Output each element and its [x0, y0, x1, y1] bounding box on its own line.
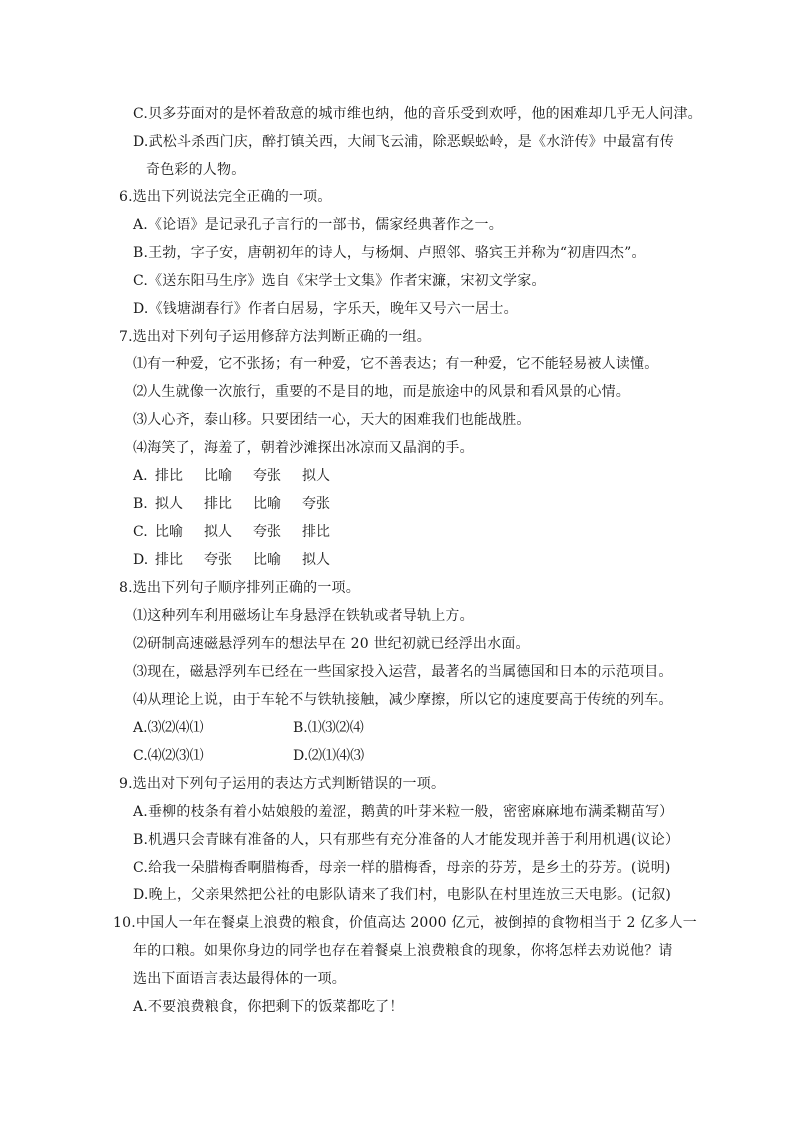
q6-option-c: C.《送东阳马生序》选自《宋学士文集》作者宋濂，宋初文学家。: [133, 273, 546, 289]
q7-stem: 7.选出对下列句子运用修辞方法判断正确的一组。: [119, 329, 431, 345]
option-label: C.: [133, 524, 148, 540]
q9-option-d: D.晚上，父亲果然把公社的电影队请来了我们村，电影队在村里连放三天电影。(记叙): [133, 887, 672, 903]
q8-option-d: D.⑵⑴⑷⑶: [293, 748, 365, 764]
q8-option-a: A.⑶⑵⑷⑴: [133, 720, 204, 736]
q9-option-b: B.机遇只会青睐有准备的人，只有那些有充分准备的人才能发现并善于利用机遇(议论）: [133, 832, 680, 848]
q10-option-a: A.不要浪费粮食，你把剩下的饭菜都吃了！: [133, 999, 404, 1015]
q8-sentence-1: ⑴这种列车利用磁场让车身悬浮在铁轨或者导轨上方。: [133, 608, 474, 624]
q8-option-c: C.⑷⑵⑶⑴: [133, 748, 204, 764]
q9-option-a: A.垂柳的枝条有着小姑娘般的羞涩，鹅黄的叶芽米粒一般，密密麻麻地布满柔糊苗写）: [133, 804, 674, 820]
option-item: 拟人: [302, 468, 330, 484]
q7-sentence-1: ⑴有一种爱，它不张扬；有一种爱，它不善表达；有一种爱，它不能轻易被人读懂。: [133, 356, 659, 372]
q8-sentence-2: ⑵研制高速磁悬浮列车的想法早在 20 世纪初就已经浮出水面。: [133, 636, 530, 652]
q7-option-c: [133, 522, 330, 542]
q6-option-a: A.《论语》是记录孔子言行的一部书，儒家经典著作之一。: [133, 217, 503, 233]
option-item: 夸张: [253, 468, 281, 484]
q5-option-d: D.武松斗杀西门庆，醉打镇关西，大闹飞云浦，除恶蜈蚣岭，是《水浒传》中最富有传: [133, 134, 674, 150]
q6-option-d: D.《钱塘湖春行》作者白居易，字乐天，晚年又号六一居士。: [133, 301, 518, 317]
q8-option-b: B.⑴⑶⑵⑷: [293, 720, 364, 736]
q7-option-d: [133, 550, 330, 570]
option-item: 拟人: [204, 524, 232, 540]
q5-option-d-continued: 奇色彩的人物。: [146, 162, 246, 178]
q10-stem-continued-2: 选出下面语言表达最得体的一项。: [133, 971, 346, 987]
q9-option-c: C.给我一朵腊梅香啊腊梅香，母亲一样的腊梅香，母亲的芬芳，是乡土的芬芳。(说明): [133, 860, 671, 876]
option-item: 夸张: [204, 552, 232, 568]
option-item: 排比: [155, 468, 183, 484]
q7-sentence-2: ⑵人生就像一次旅行，重要的不是目的地，而是旅途中的风景和看风景的心情。: [133, 384, 630, 400]
option-label: B.: [133, 496, 148, 512]
q10-stem-continued: 年的口粮。如果你身边的同学也存在着餐桌上浪费粮食的现象，你将怎样去劝说他？请: [133, 943, 673, 959]
option-item: 排比: [204, 496, 232, 512]
q8-stem: 8.选出下列句子顺序排列正确的一项。: [119, 580, 360, 596]
option-item: 夸张: [253, 524, 281, 540]
q7-option-a: [133, 466, 330, 486]
q10-stem: 10.中国人一年在餐桌上浪费的粮食，价值高达 2000 亿元，被倒掉的食物相当于 2 亿多人一: [113, 915, 697, 931]
option-item: 夸张: [302, 496, 330, 512]
option-item: 拟人: [302, 552, 330, 568]
q5-option-c: C.贝多芬面对的是怀着敌意的城市维也纳，他的音乐受到欢呼，他的困难却几乎无人问津。: [133, 106, 702, 122]
option-item: 比喻: [204, 468, 232, 484]
option-item: 排比: [155, 552, 183, 568]
q8-sentence-3: ⑶现在，磁悬浮列车已经在一些国家投入运营，最著名的当属德国和日本的示范项目。: [133, 664, 673, 680]
q7-sentence-3: ⑶人心齐，泰山移。只要团结一心，天大的困难我们也能战胜。: [133, 412, 531, 428]
q7-option-b: [133, 494, 330, 514]
option-item: 比喻: [253, 552, 281, 568]
option-item: 拟人: [155, 496, 183, 512]
option-item: 比喻: [253, 496, 281, 512]
q7-sentence-4: ⑷海笑了，海羞了，朝着沙滩探出冰凉而又晶润的手。: [133, 440, 474, 456]
q9-stem: 9.选出对下列句子运用的表达方式判断错误的一项。: [119, 776, 446, 792]
q8-sentence-4: ⑷从理论上说，由于车轮不与铁轨接触，减少摩擦，所以它的速度要高于传统的列车。: [133, 692, 673, 708]
q6-option-b: B.王勃，字子安，唐朝初年的诗人，与杨炯、卢照邻、骆宾王并称为“初唐四杰”。: [133, 245, 646, 261]
q6-stem: 6.选出下列说法完全正确的一项。: [119, 189, 332, 205]
option-item: 排比: [302, 524, 330, 540]
option-label: D.: [133, 552, 149, 568]
option-label: A.: [133, 468, 148, 484]
option-item: 比喻: [155, 524, 183, 540]
